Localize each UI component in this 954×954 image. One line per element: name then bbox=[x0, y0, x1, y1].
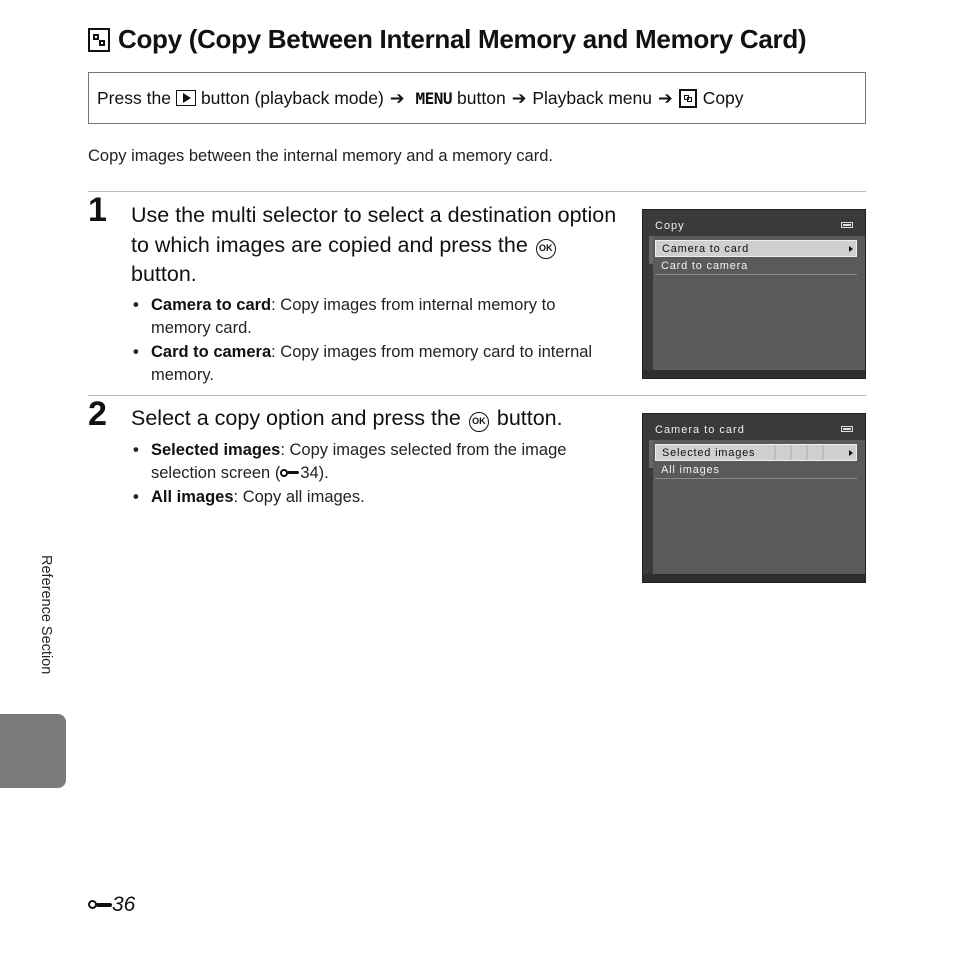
battery-icon bbox=[841, 426, 853, 432]
screen-menu-item: Card to camera bbox=[655, 258, 857, 275]
step-number: 2 bbox=[88, 395, 107, 433]
option-desc: : Copy images from internal memory to memory card. bbox=[151, 296, 556, 337]
reference-section-icon bbox=[88, 899, 112, 911]
section-tab bbox=[0, 714, 66, 788]
screen-header: Copy bbox=[655, 220, 685, 232]
intro-text: Copy images between the internal memory and a memory card. bbox=[88, 147, 553, 165]
step-heading bbox=[131, 404, 631, 434]
list-item bbox=[131, 341, 611, 386]
step-heading-text: Select a copy option and press the bbox=[131, 406, 461, 430]
screen-menu-item: Camera to card bbox=[655, 240, 857, 257]
path-playback-menu: Playback menu bbox=[532, 87, 653, 108]
option-term: All images bbox=[151, 488, 234, 506]
page-reference: 34 bbox=[300, 463, 319, 482]
option-desc: : Copy images selected from the image selection screen ( bbox=[151, 441, 567, 482]
option-desc: : Copy images from memory card to internal memory. bbox=[151, 343, 593, 384]
step-heading-text: Use the multi selector to select a destination option to which images are copied and press the bbox=[131, 203, 617, 257]
step-heading-text: button. bbox=[496, 406, 563, 430]
path-press-the: Press the bbox=[97, 87, 171, 108]
section-label bbox=[26, 555, 66, 705]
ok-button-icon: OK bbox=[536, 239, 556, 259]
page-title bbox=[88, 24, 806, 55]
step-heading-text: button. bbox=[131, 262, 197, 286]
list-item bbox=[131, 439, 611, 484]
screen-footer bbox=[643, 370, 865, 378]
arrow-right-icon: ➔ bbox=[511, 87, 527, 108]
camera-screen bbox=[642, 209, 866, 379]
copy-icon bbox=[88, 28, 110, 52]
section-label-text: Reference Section bbox=[38, 555, 54, 675]
screen-header: Camera to card bbox=[655, 424, 745, 436]
reference-section-icon bbox=[280, 468, 300, 478]
battery-icon bbox=[841, 222, 853, 228]
option-list bbox=[131, 294, 611, 388]
list-item bbox=[131, 486, 611, 509]
page-number bbox=[88, 893, 135, 917]
menu-button-icon: MENU bbox=[415, 88, 453, 108]
copy-icon bbox=[679, 89, 697, 108]
option-desc: : Copy all images. bbox=[233, 488, 365, 506]
list-item bbox=[131, 294, 611, 339]
option-term: Selected images bbox=[151, 441, 281, 459]
arrow-right-icon: ➔ bbox=[658, 87, 673, 108]
page-title-text: Copy (Copy Between Internal Memory and Memory Card) bbox=[118, 24, 807, 54]
path-playback-mode: button (playback mode) bbox=[200, 87, 384, 108]
path-button: button bbox=[457, 87, 506, 108]
path-copy: Copy bbox=[702, 87, 744, 108]
screen-side-tab bbox=[649, 440, 653, 468]
menu-path-box bbox=[88, 72, 866, 124]
ok-button-icon: OK bbox=[469, 412, 489, 432]
option-term: Camera to card bbox=[151, 296, 272, 314]
divider bbox=[88, 191, 866, 192]
page-number-text: 36 bbox=[112, 893, 136, 916]
arrow-right-icon: ➔ bbox=[389, 87, 405, 108]
screen-menu-item: All images bbox=[655, 462, 857, 479]
step-number: 1 bbox=[88, 191, 107, 229]
screen-side-tab bbox=[649, 236, 653, 264]
screen-footer bbox=[643, 574, 865, 582]
option-term: Card to camera bbox=[151, 343, 272, 361]
option-desc: ). bbox=[318, 463, 329, 482]
option-list bbox=[131, 439, 611, 511]
playback-button-icon bbox=[176, 90, 196, 106]
screen-menu-item: Selected images bbox=[655, 444, 857, 461]
divider bbox=[88, 395, 866, 396]
camera-screen bbox=[642, 413, 866, 583]
step-heading bbox=[131, 201, 621, 290]
